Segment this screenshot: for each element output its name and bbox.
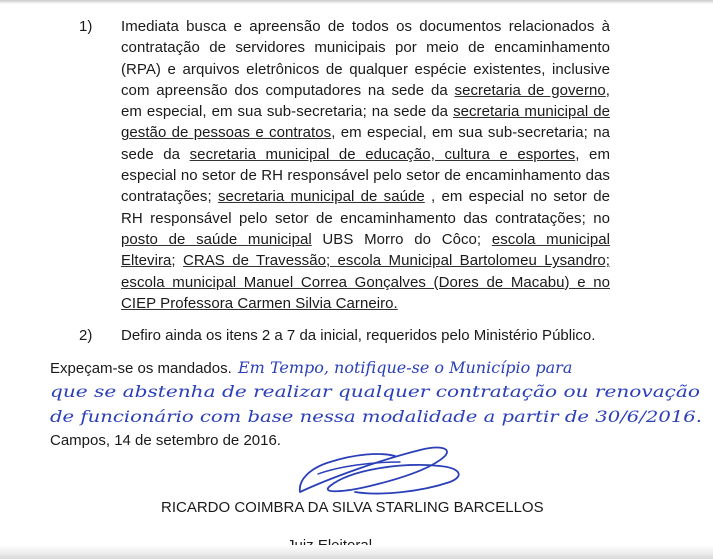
- item-1-seg7: ;: [171, 252, 183, 270]
- secretaria-governo: secretaria de governo: [454, 81, 606, 99]
- cras-escolas-ciep: CRAS de Travessão; escola Municipal Bartolomeu Lysandro; escola municipal Manuel Correa Gonçalves (Dores de Macabu) e no CIEP Professora Carmen Silvia Carneiro.: [121, 252, 610, 312]
- item-1-seg5: , em especial no setor de RH responsável pelo setor de encaminhamento das contratações; no: [121, 188, 610, 227]
- item-1-seg4: , em especial no setor de RH responsável pelo setor de encaminhamento das contratações;: [121, 145, 610, 206]
- closing-text: Expeçam-se os mandados.: [50, 360, 232, 377]
- signer-name: RICARDO COIMBRA DA SILVA STARLING BARCELLOS: [161, 499, 544, 516]
- item-1-seg2: , em especial, em sua sub-secretaria; na sede da: [121, 81, 610, 121]
- handwritten-line-3: de funcionário com base nessa modalidade a partir de 30/6/2016.: [50, 407, 702, 426]
- place-date: Campos, 14 de setembro de 2016.: [50, 432, 281, 449]
- secretaria-gestao-pessoas: secretaria municipal de gestão de pessoas e contratos: [121, 103, 611, 142]
- secretaria-saude: secretaria municipal de saúde: [217, 188, 425, 206]
- scan-bottom-edge: [0, 545, 713, 559]
- item-1-seg1: Imediata busca e apreensão de todos os documentos relacionados à contratação de servidores municipais por meio de encaminhamento (RPA) e arquivos eletrônicos de qualquer espécie existentes, inclusive com apreensão dos computadores na sede da: [121, 18, 610, 99]
- handwritten-line-1: Em Tempo, notifique-se o Município para: [238, 358, 573, 377]
- item-2-number: 2): [79, 327, 93, 344]
- posto-saude: posto de saúde municipal: [121, 230, 312, 248]
- item-1-number: 1): [79, 18, 93, 35]
- secretaria-educacao: secretaria municipal de educação, cultura e esportes: [189, 145, 576, 163]
- handwritten-line-2: que se abstenha de realizar qualquer contratação ou renovação: [50, 382, 700, 401]
- item-1-seg3: , em especial, em sua sub-secretaria; na sede da: [121, 124, 610, 163]
- item-2-text: Defiro ainda os itens 2 a 7 da inicial, requeridos pelo Ministério Público.: [121, 327, 596, 344]
- escola-eltevira: escola municipal Eltevira: [121, 230, 610, 270]
- item-1-seg6: UBS Morro do Côco;: [311, 230, 492, 248]
